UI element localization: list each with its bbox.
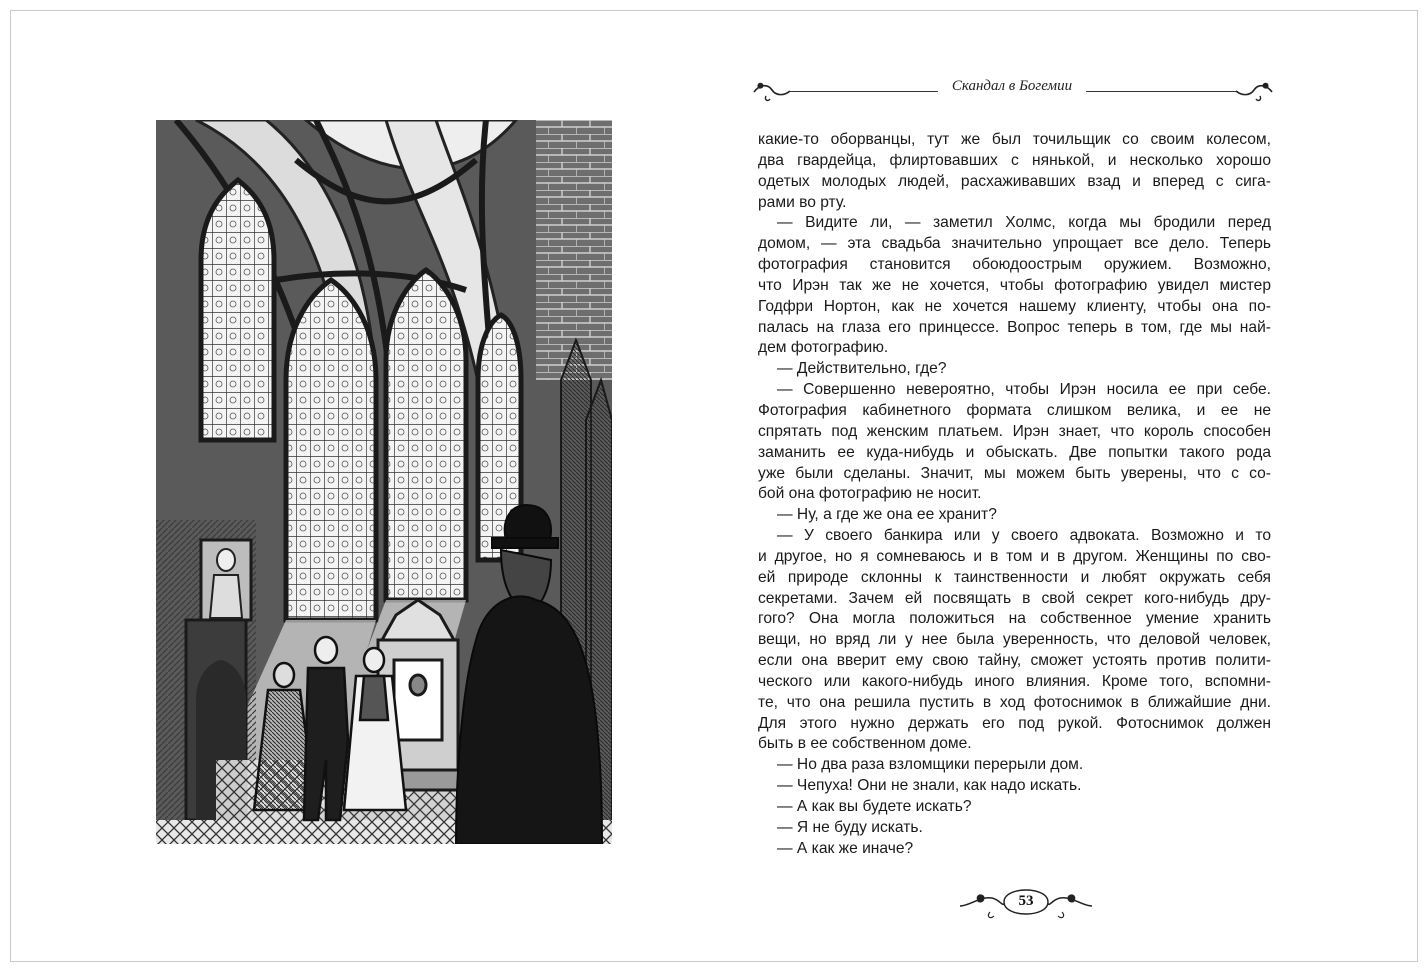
page-body-text [758, 130, 1271, 860]
text-line: — Я не буду искать. [777, 818, 923, 836]
text-line: быть в ее собственном доме. [758, 735, 972, 753]
text-line: спрятать под женским платьем. Ирэн знает, что король способен [758, 422, 1271, 440]
text-line: какие-то оборванцы, тут же был точильщик со своим колесом, [758, 131, 1271, 148]
text-line: — Чепуха! Они не знали, как надо искать. [777, 777, 1082, 795]
page-number-folio [960, 876, 1092, 928]
header-rule-right [1086, 91, 1238, 92]
text-line: Годфри Нортон, как не хочется нашему клиенту, чтобы она по- [758, 297, 1271, 315]
page-number: 53 [1018, 893, 1034, 909]
text-line: — Ну, а где же она ее хранит? [777, 506, 997, 524]
text-line: дем фотографию. [758, 339, 889, 357]
text-line: секретами. Зачем ей посвящать в свой секрет кого-нибудь дру- [758, 589, 1271, 607]
text-line: — У своего банкира или у своего адвоката. Возможно и то [777, 527, 1271, 545]
church-interior-illustration [156, 120, 612, 844]
text-line: заманить ее куда-нибудь и обыскать. Две попытки такого рода [758, 443, 1271, 461]
text-line: — Совершенно невероятно, чтобы Ирэн носила ее при себе. [777, 381, 1271, 399]
running-title: Скандал в Богемии [951, 78, 1073, 94]
text-line: — Действительно, где? [777, 360, 947, 378]
text-line: Фотография кабинетного формата слишком велика, и ее не [758, 401, 1271, 419]
text-line: что Ирэн так же не хочется, чтобы фотографию увидел мистер [758, 276, 1271, 294]
text-line: ческого или какого-нибудь иного влияния. Кроме того, вспомни- [758, 672, 1271, 690]
text-line: те, что она решила пустить в ход фотоснимок в ближайшие дни. [758, 693, 1271, 711]
text-line: — Но два раза взломщики перерыли дом. [777, 756, 1084, 774]
text-line: — А как же иначе? [777, 839, 914, 857]
running-head [752, 72, 1274, 102]
text-line: — А как вы будете искать? [777, 798, 972, 815]
text-line: гого? Она могла положиться на собственное умение хранить [758, 610, 1271, 628]
text-line: палась на глаза его принцессе. Вопрос теперь в том, где мы най- [758, 318, 1271, 336]
text-line: ей природе склонны к таинственности и любят окружать себя [758, 568, 1271, 586]
text-line: фотография становится обоюдоострым оружием. Возможно, [758, 256, 1271, 274]
header-rule-left [788, 91, 938, 92]
text-line: рами во рту. [758, 193, 847, 211]
text-line: уже были сделаны. Значит, мы можем быть уверены, что с со- [758, 464, 1271, 482]
text-line: Для этого нужно держать его под рукой. Фотоснимок должен [758, 714, 1271, 732]
flourish-right-icon [1234, 78, 1274, 104]
text-line: вещи, но вряд ли у нее была уверенность, что деловой человек, [758, 631, 1271, 649]
text-line: если она вверит ему свою тайну, сможет устоять против полити- [758, 652, 1271, 670]
flourish-left-icon [752, 78, 792, 104]
text-line: бой она фотографию не носит. [758, 485, 982, 503]
text-line: домом, — эта свадьба значительно упрощает все дело. Теперь [758, 235, 1271, 253]
text-line: два гвардейца, флиртовавших с нянькой, и несколько хорошо [758, 151, 1271, 169]
text-line: одетых молодых людей, расхаживавших взад и вперед с сига- [758, 172, 1271, 190]
text-line: и другое, но я сомневаюсь и в том и в другом. Женщины по сво- [758, 547, 1271, 565]
text-line: — Видите ли, — заметил Холмс, когда мы бродили перед [777, 214, 1271, 232]
